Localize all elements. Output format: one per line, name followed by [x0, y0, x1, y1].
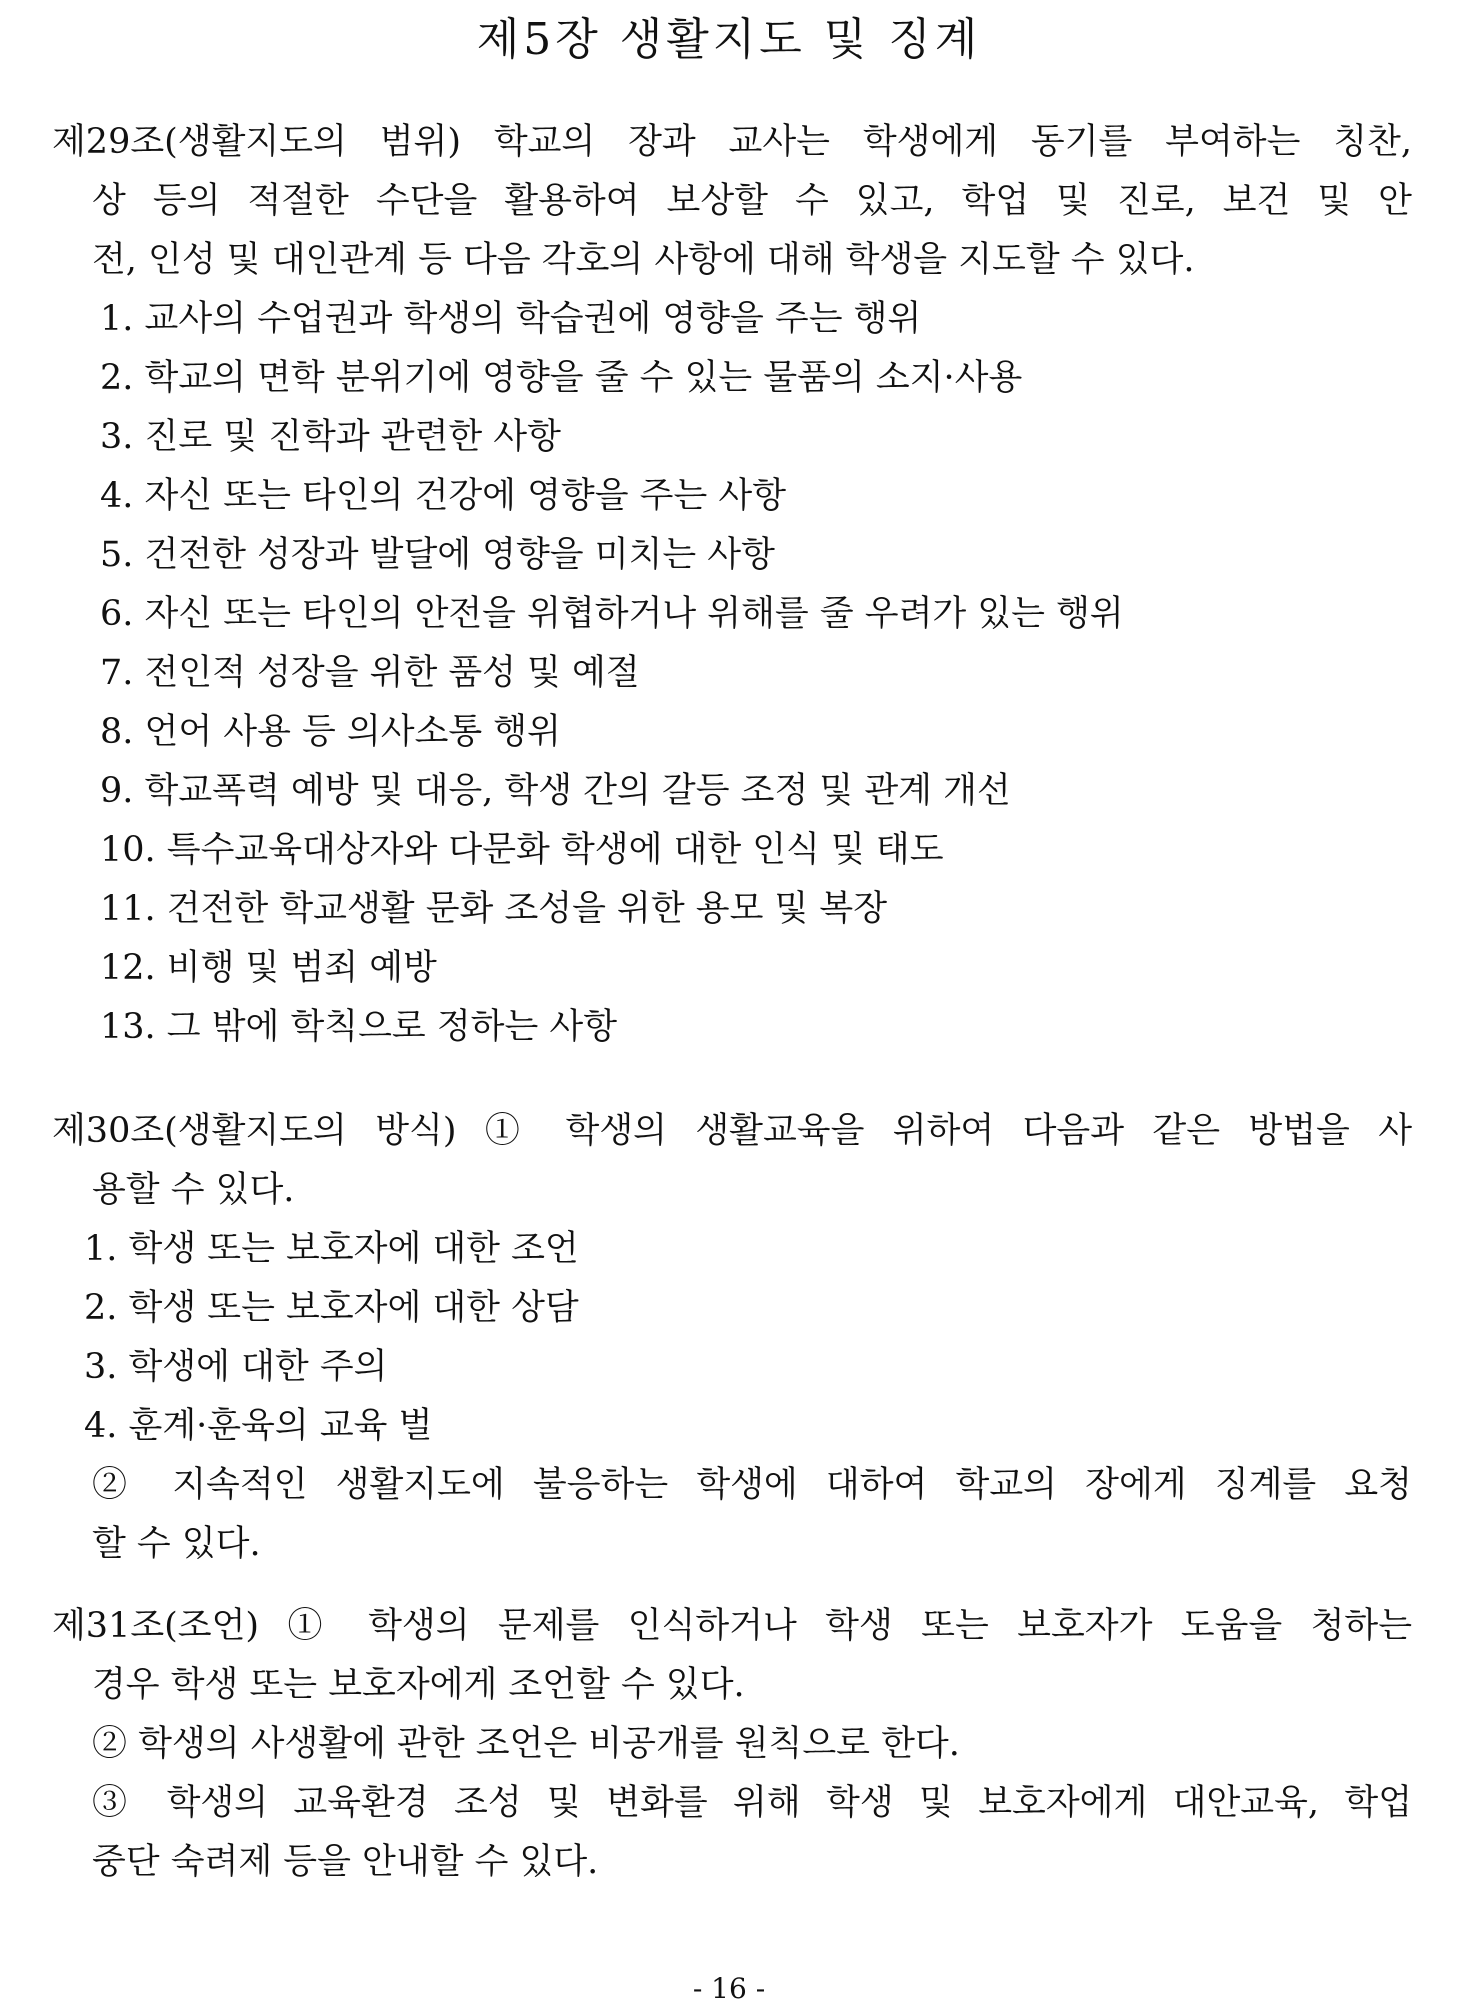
- article-29-item: 5. 건전한 성장과 발달에 영향을 미치는 사항: [100, 535, 775, 575]
- article-31-para-2: ② 학생의 사생활에 관한 조언은 비공개를 원칙으로 한다.: [92, 1724, 960, 1764]
- article-30-line-2: 용할 수 있다.: [92, 1170, 295, 1210]
- article-29-item: 2. 학교의 면학 분위기에 영향을 줄 수 있는 물품의 소지·사용: [100, 358, 1023, 398]
- article-29-item: 13. 그 밖에 학칙으로 정하는 사항: [100, 1007, 618, 1047]
- article-31-line-2: 경우 학생 또는 보호자에게 조언할 수 있다.: [92, 1665, 745, 1705]
- article-30-item: 1. 학생 또는 보호자에 대한 조언: [84, 1229, 579, 1269]
- page-number: - 16 -: [692, 1972, 766, 2005]
- article-29-item: 7. 전인적 성장을 위한 품성 및 예절: [100, 653, 640, 693]
- article-29-item: 10. 특수교육대상자와 다문화 학생에 대한 인식 및 태도: [100, 830, 944, 870]
- article-31-para-3-line-1: ③ 학생의 교육환경 조성 및 변화를 위해 학생 및 보호자에게 대안교육, 학업: [92, 1783, 1412, 1823]
- chapter-title: 제5장 생활지도 및 징계: [476, 14, 982, 65]
- article-30-item: 4. 훈계·훈육의 교육 벌: [84, 1406, 433, 1446]
- article-29-item: 1. 교사의 수업권과 학생의 학습권에 영향을 주는 행위: [100, 299, 922, 339]
- article-29-line-3: 전, 인성 및 대인관계 등 다음 각호의 사항에 대해 학생을 지도할 수 있다.: [92, 240, 1195, 280]
- article-31-line-1: 제31조(조언) ① 학생의 문제를 인식하거나 학생 또는 보호자가 도움을 청하는: [52, 1606, 1412, 1646]
- article-29-line-1: 제29조(생활지도의 범위) 학교의 장과 교사는 학생에게 동기를 부여하는 칭찬,: [52, 122, 1412, 162]
- article-31-para-3-line-2: 중단 숙려제 등을 안내할 수 있다.: [92, 1842, 599, 1882]
- article-30-item: 2. 학생 또는 보호자에 대한 상담: [84, 1288, 579, 1328]
- article-29-item: 8. 언어 사용 등 의사소통 행위: [100, 712, 561, 752]
- article-29-item: 6. 자신 또는 타인의 안전을 위협하거나 위해를 줄 우려가 있는 행위: [100, 594, 1124, 634]
- article-30-para-2-line-2: 할 수 있다.: [92, 1524, 261, 1564]
- article-30-item: 3. 학생에 대한 주의: [84, 1347, 388, 1387]
- article-29-item: 9. 학교폭력 예방 및 대응, 학생 간의 갈등 조정 및 관계 개선: [100, 771, 1011, 811]
- article-29-item: 12. 비행 및 범죄 예방: [100, 948, 437, 988]
- article-29-line-2: 상 등의 적절한 수단을 활용하여 보상할 수 있고, 학업 및 진로, 보건 및 안: [92, 181, 1412, 221]
- article-29-item: 3. 진로 및 진학과 관련한 사항: [100, 417, 561, 457]
- article-30-line-1: 제30조(생활지도의 방식) ① 학생의 생활교육을 위하여 다음과 같은 방법을 사: [52, 1111, 1412, 1151]
- article-29-item: 4. 자신 또는 타인의 건강에 영향을 주는 사항: [100, 476, 787, 516]
- article-30-para-2-line-1: ② 지속적인 생활지도에 불응하는 학생에 대하여 학교의 장에게 징계를 요청: [92, 1465, 1412, 1505]
- article-29-item: 11. 건전한 학교생활 문화 조성을 위한 용모 및 복장: [100, 889, 888, 929]
